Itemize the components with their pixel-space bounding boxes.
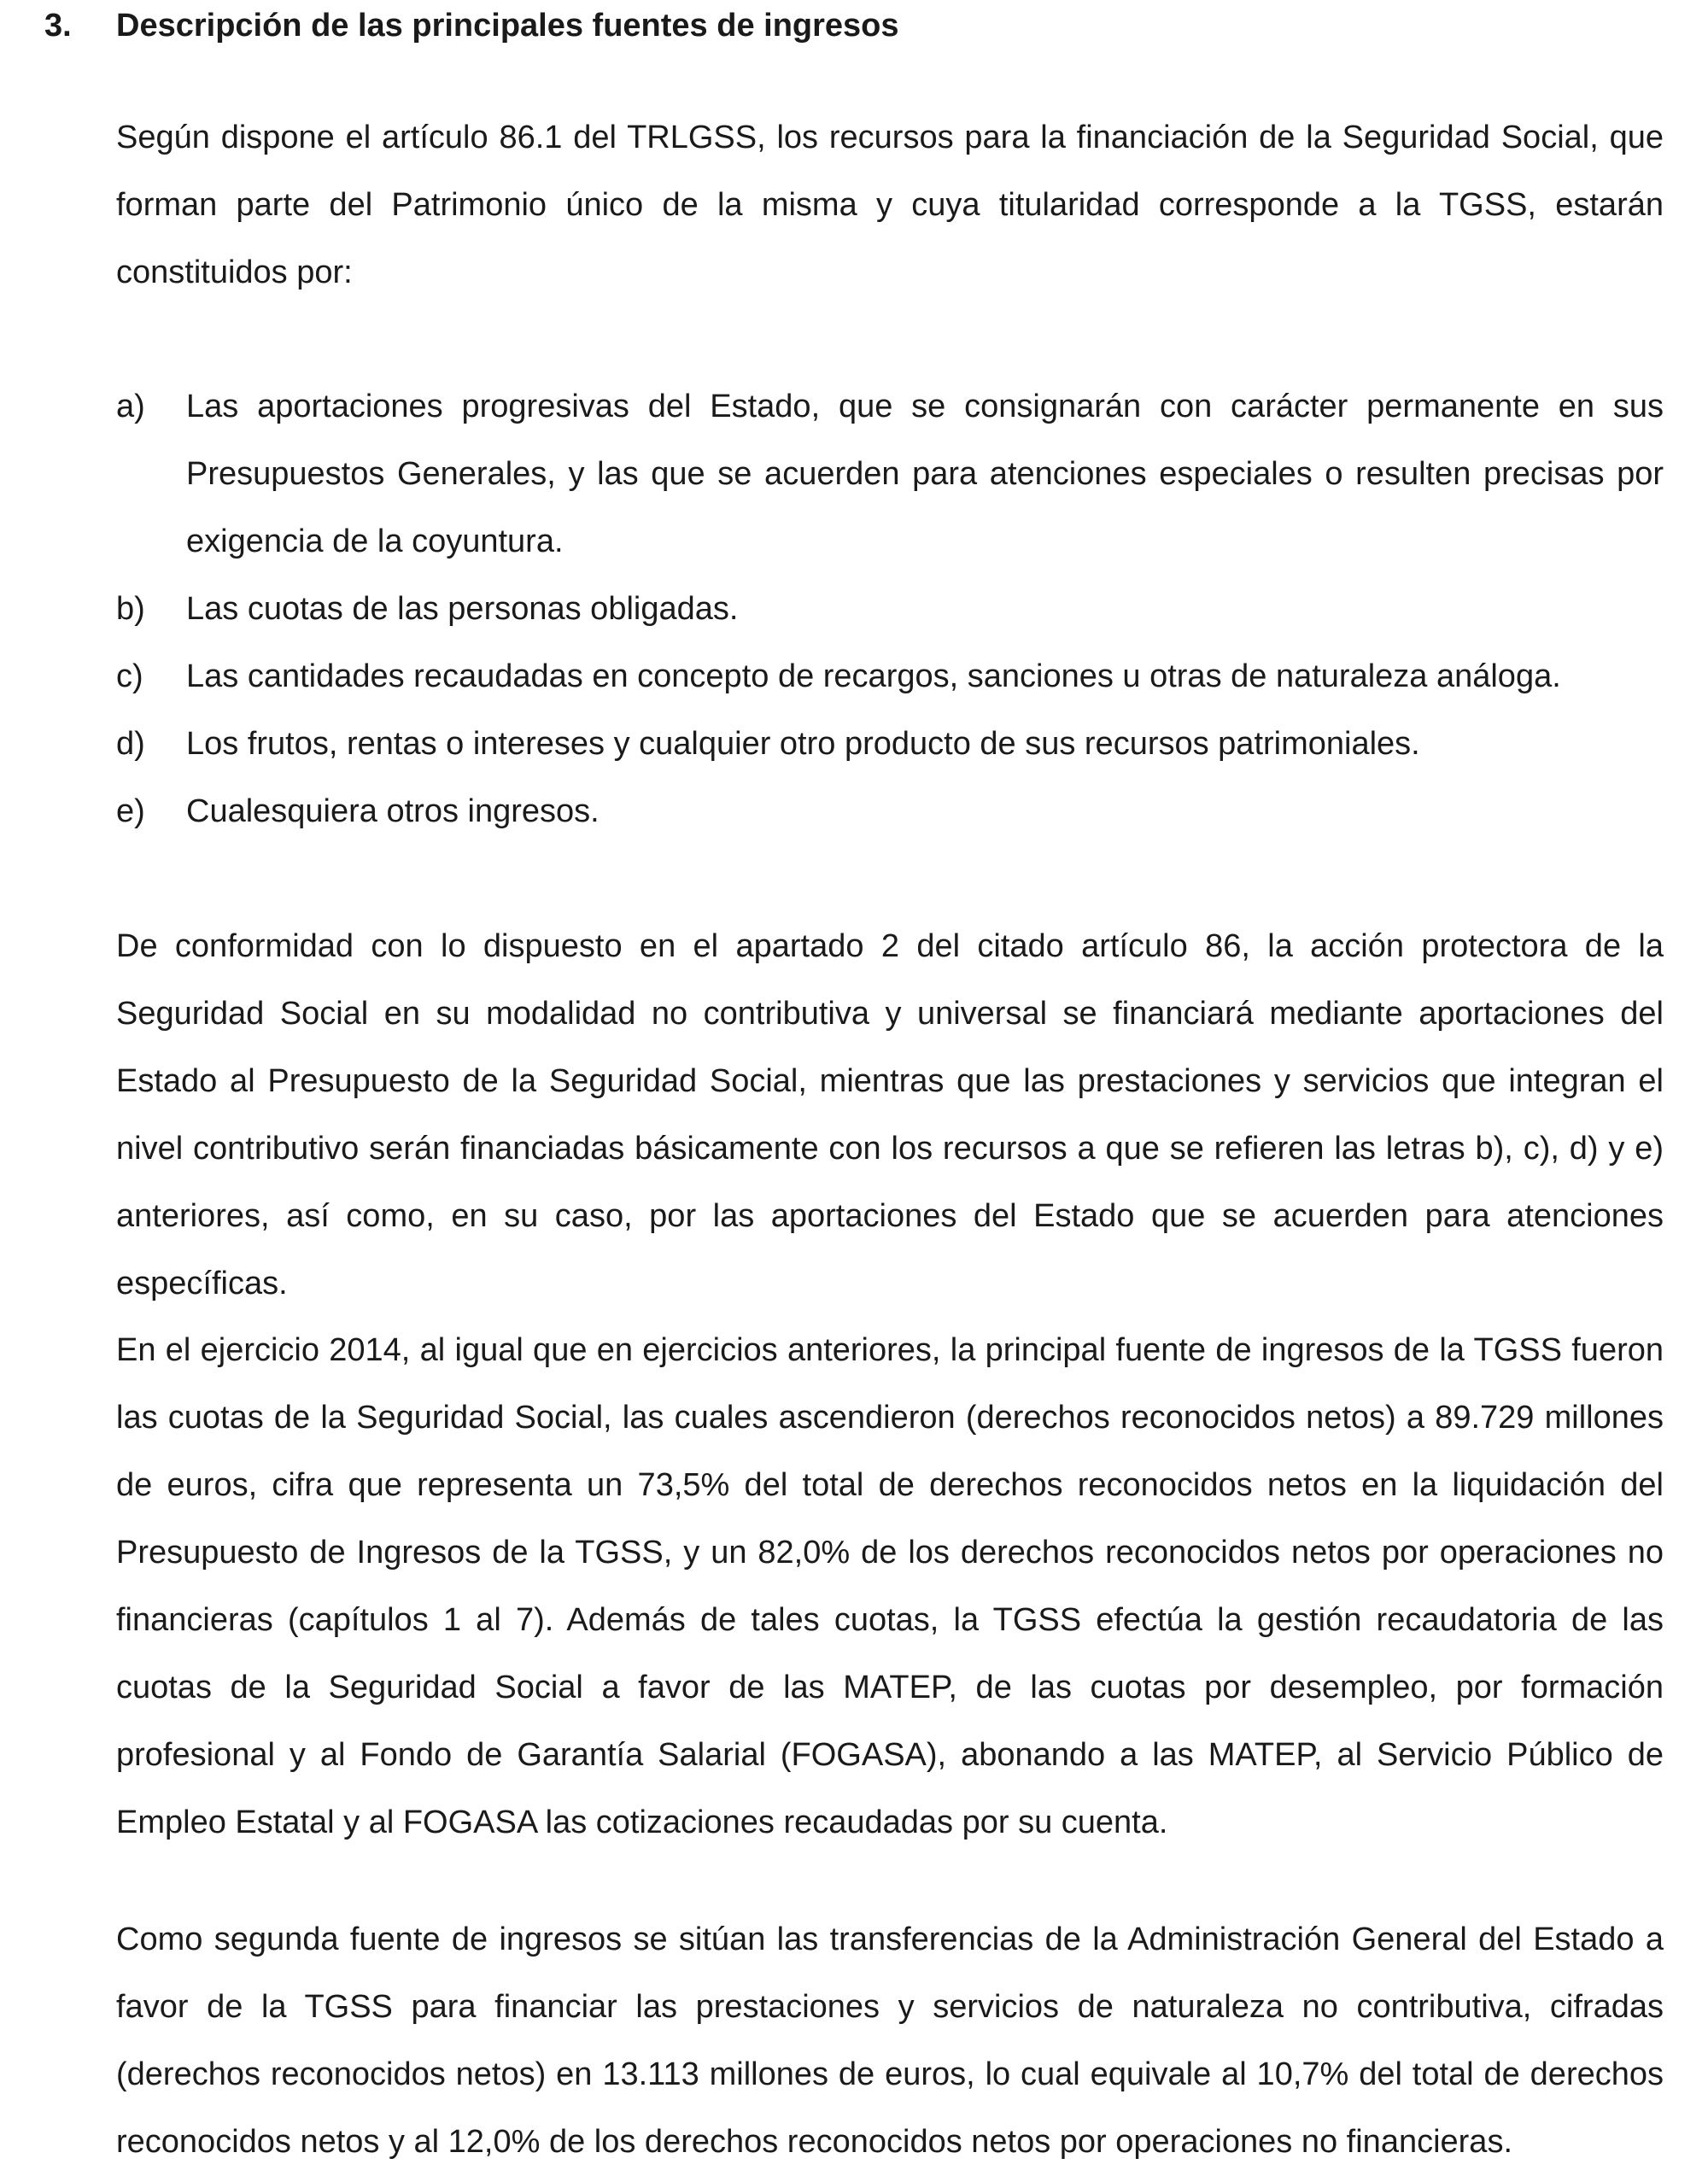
list-marker: e) — [116, 793, 145, 829]
list-item-text: Las aportaciones progresivas del Estado, que se consignarán con carácter permanente en sus Presupuestos Generales, y las que se acuerden para atenciones especiales o resulten precisas por exigencia de la coyuntura. — [186, 389, 1664, 559]
list-item-text: Las cuotas de las personas obligadas. — [186, 591, 739, 627]
list-item — [116, 711, 1664, 778]
list-item — [116, 778, 1664, 845]
resources-list — [116, 373, 1664, 845]
list-marker: b) — [116, 591, 145, 627]
list-item — [116, 643, 1664, 711]
list-item — [116, 373, 1664, 576]
paragraph-contributions: En el ejercicio 2014, al igual que en ejercicios anteriores, la principal fuente de ingresos de la TGSS fueron las cuotas de la Seguridad Social, las cuales ascendieron (derechos reconocidos netos) a 89.729 millones de euros, cifra que representa un 73,5% del total de derechos reconocidos netos en la liquidación del Presupuesto de Ingresos de la TGSS, y un 82,0% de los derechos reconocidos netos por operaciones no financieras (capítulos 1 al 7). Además de tales cuotas, la TGSS efectúa la gestión recaudatoria de las cuotas de la Seguridad Social a favor de las MATEP, de las cuotas por desempleo, por formación profesional y al Fondo de Garantía Salarial (FOGASA), abonando a las MATEP, al Servicio Público de Empleo Estatal y al FOGASA las cotizaciones recaudadas por su cuenta. — [116, 1332, 1664, 1840]
section-heading — [44, 3, 899, 48]
section-number: 3. — [44, 8, 72, 44]
list-marker: c) — [116, 658, 143, 694]
paragraph-intro: Según dispone el artículo 86.1 del TRLGSS, los recursos para la financiación de la Seguridad Social, que forman parte del Patrimonio único de la misma y cuya titularidad corresponde a la TGSS, estarán constituidos por: — [116, 120, 1664, 290]
paragraph-transfers: Como segunda fuente de ingresos se sitúan las transferencias de la Administración General del Estado a favor de la TGSS para financiar las prestaciones y servicios de naturaleza no contributiva, cifradas (derechos reconocidos netos) en 13.113 millones de euros, lo cual equivale al 10,7% del total de derechos reconocidos netos y al 12,0% de los derechos reconocidos netos por operaciones no financieras. — [116, 1922, 1664, 2160]
list-marker: d) — [116, 726, 145, 762]
list-item-text: Los frutos, rentas o intereses y cualquier otro producto de sus recursos patrimoniales. — [186, 726, 1420, 762]
section-title: Descripción de las principales fuentes de ingresos — [116, 8, 899, 44]
list-item-text: Las cantidades recaudadas en concepto de recargos, sanciones u otras de naturaleza análoga. — [186, 658, 1561, 694]
list-item-text: Cualesquiera otros ingresos. — [186, 793, 600, 829]
paragraph-financing: De conformidad con lo dispuesto en el apartado 2 del citado artículo 86, la acción protectora de la Seguridad Social en su modalidad no contributiva y universal se financiará mediante aportaciones del Estado al Presupuesto de la Seguridad Social, mientras que las prestaciones y servicios que integran el nivel contributivo serán financiadas básicamente con los recursos a que se refieren las letras b), c), d) y e) anteriores, así como, en su caso, por las aportaciones del Estado que se acuerden para atenciones específicas. — [116, 928, 1664, 1302]
list-marker: a) — [116, 389, 145, 424]
list-item — [116, 576, 1664, 643]
